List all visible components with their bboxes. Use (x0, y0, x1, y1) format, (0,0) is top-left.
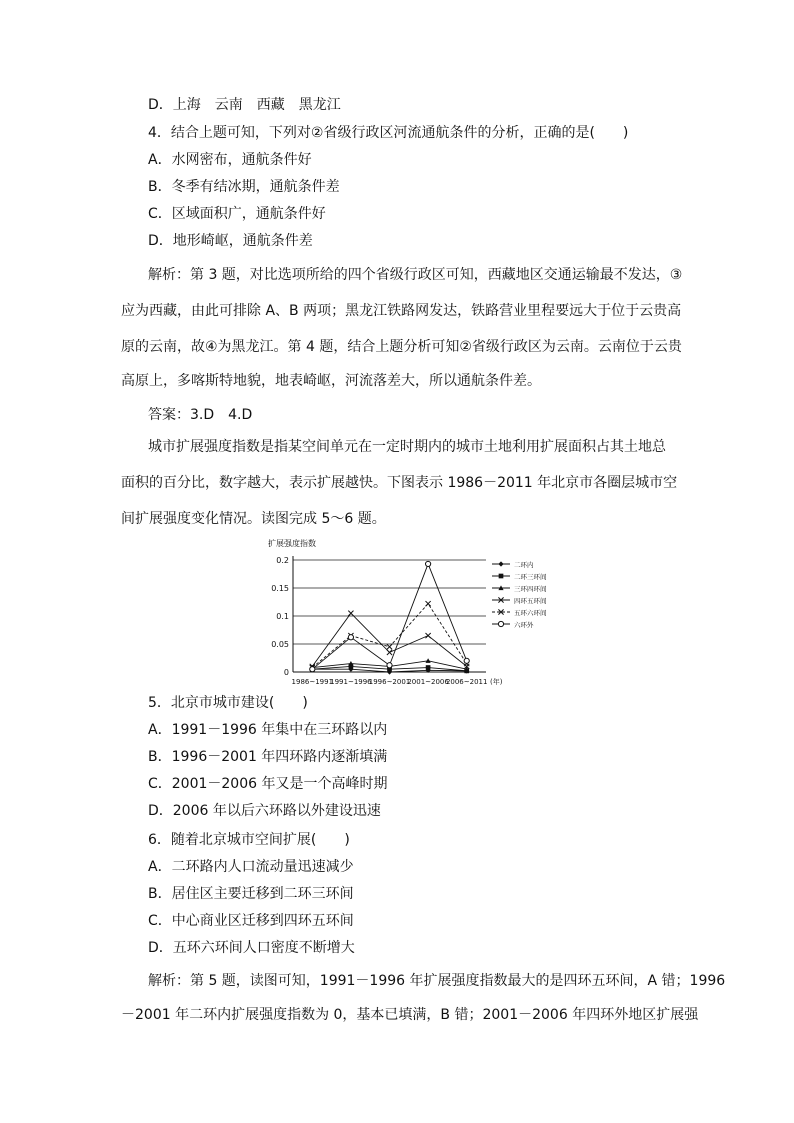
legend-item (492, 572, 547, 581)
data-point (426, 561, 431, 566)
analysis-line: 原的云南，故④为黑龙江。第 4 题，结合上题分析可知②省级行政区为云南。云南位于云贵 (121, 339, 682, 355)
x-tick-label: 1996~2001 (368, 678, 411, 686)
legend-label: 五环六环间 (514, 609, 547, 617)
q4-option-b: B．冬季有结冰期，通航条件差 (148, 179, 340, 195)
q6-option-b: B．居住区主要迁移到二环三环间 (148, 886, 354, 902)
x-unit-label: (年) (490, 678, 503, 686)
y-tick-label: 0.1 (276, 612, 289, 621)
legend-item (492, 608, 547, 617)
x-tick-label: 1991~1996 (330, 678, 372, 686)
legend-label: 二环三环间 (514, 573, 547, 581)
series-6 (310, 561, 470, 671)
y-tick-label: 0.15 (271, 584, 289, 593)
legend-item (492, 620, 534, 629)
legend-item (492, 560, 534, 569)
data-point (426, 601, 431, 606)
legend-label: 四环五环间 (514, 597, 547, 605)
legend-item (492, 596, 547, 605)
chart-grid (293, 560, 486, 644)
q6-option-c: C．中心商业区迁移到四环五环间 (148, 913, 354, 929)
series-4 (310, 611, 470, 669)
chart-legend (492, 560, 547, 629)
series-line (312, 604, 466, 668)
legend-label: 二环内 (514, 561, 534, 569)
expansion-intensity-chart (258, 534, 558, 690)
x-tick-label: 2006~2011 (445, 678, 488, 686)
data-point (426, 665, 431, 670)
legend-item (492, 584, 547, 593)
data-point (348, 635, 353, 640)
data-point (310, 667, 315, 672)
intro-line: 面积的百分比，数字越大，表示扩展越快。下图表示 1986－2011 年北京市各圈层城市空 (121, 475, 678, 491)
q5-option-c: C．2001－2006 年又是一个高峰时期 (148, 776, 388, 792)
data-point (498, 621, 503, 626)
data-point (348, 611, 353, 616)
data-point (387, 644, 392, 649)
x-tick-label: 2001~2006 (407, 678, 449, 686)
q5-option-a: A．1991－1996 年集中在三环路以内 (148, 722, 388, 738)
q6-stem: 6．随着北京城市空间扩展( ) (148, 832, 350, 848)
q4-option-a: A．水网密布，通航条件好 (148, 152, 312, 168)
y-tick-label: 0.05 (271, 640, 289, 649)
y-tick-label: 0.2 (276, 556, 289, 565)
answer-line: 答案：3.D 4.D (148, 407, 253, 423)
q4-option-d: D．地形崎岖，通航条件差 (148, 233, 313, 249)
analysis2-line: 解析：第 5 题，读图可知，1991－1996 年扩展强度指数最大的是四环五环间，A 错；1996 (148, 973, 726, 989)
data-point (464, 658, 469, 663)
q4-option-c: C．区域面积广，通航条件好 (148, 206, 326, 222)
analysis-line: 应为西藏，由此可排除 A、B 两项；黑龙江铁路网发达，铁路营业里程要远大于位于云贵高 (121, 303, 682, 319)
series-line (312, 564, 466, 669)
analysis2-line: －2001 年二环内扩展强度指数为 0，基本已填满，B 错；2001－2006 年四环外地区扩展强 (121, 1007, 699, 1023)
intro-line: 间扩展强度变化情况。读图完成 5～6 题。 (121, 511, 386, 527)
data-point (499, 574, 504, 579)
q5-option-d: D．2006 年以后六环路以外建设迅速 (148, 803, 381, 819)
series-line (312, 613, 466, 666)
legend-label: 三环四环间 (514, 585, 547, 593)
y-tick-label: 0 (283, 668, 289, 677)
q6-option-a: A．二环路内人口流动量迅速减少 (148, 859, 354, 875)
series-5 (310, 601, 470, 670)
analysis-line: 高原上，多喀斯特地貌，地表崎岖，河流落差大，所以通航条件差。 (121, 373, 541, 389)
q5-option-b: B．1996－2001 年四环路内逐渐填满 (148, 749, 388, 765)
q5-stem: 5．北京市城市建设( ) (148, 695, 308, 711)
intro-line: 城市扩展强度指数是指某空间单元在一定时期内的城市土地利用扩展面积占其土地总 (148, 439, 666, 455)
data-point (498, 561, 503, 566)
data-point (387, 650, 392, 655)
y-axis-label: 扩展强度指数 (268, 539, 316, 548)
q4-stem: 4．结合上题可知，下列对②省级行政区河流通航条件的分析，正确的是( ) (148, 125, 629, 141)
data-point (426, 658, 431, 663)
data-point (387, 663, 392, 668)
legend-label: 六环外 (514, 621, 534, 629)
analysis-line: 解析：第 3 题，对比选项所给的四个省级行政区可知，西藏地区交通运输最不发达，③ (148, 267, 683, 283)
x-tick-label: 1986~1991 (291, 678, 334, 686)
chart-series (310, 561, 470, 674)
q3-option-d: D．上海 云南 西藏 黑龙江 (148, 97, 341, 113)
data-point (426, 633, 431, 638)
q6-option-d: D．五环六环间人口密度不断增大 (148, 940, 355, 956)
